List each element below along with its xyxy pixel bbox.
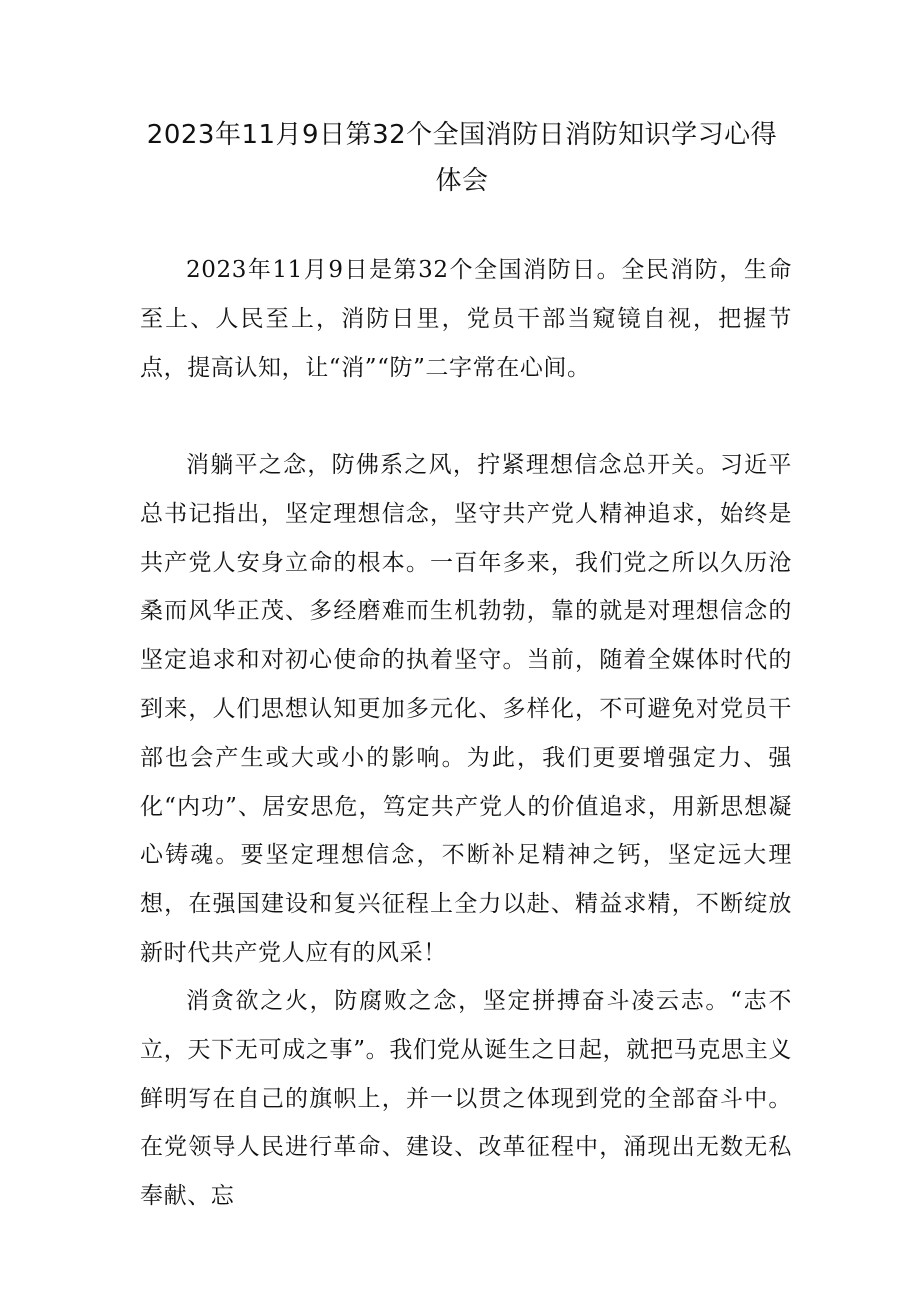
paragraph-intro: 2023年11月9日是第32个全国消防日。全民消防，生命至上、人民至上，消防日里，党员干部当窥镜自视，把握节点，提高认知，让“消”“防”二字常在心间。: [140, 257, 792, 381]
document-title: 2023年11月9日第32个全国消防日消防知识学习心得体会: [146, 120, 778, 196]
paragraph-greed: 消贪欲之火，防腐败之念，坚定拼搏奋斗凌云志。“志不立，天下无可成之事”。我们党从诞生之日起，就把马克思主义鲜明写在自己的旗帜上，并一以贯之体现到党的全部奋斗中。在党领导人民进行革命、建设、改革征程中，涌现出无数无私奉献、忘: [140, 988, 792, 1210]
paragraph-ideals: 消躺平之念，防佛系之风，拧紧理想信念总开关。习近平总书记指出，坚定理想信念，坚守共产党人精神追求，始终是共产党人安身立命的根本。一百年多来，我们党之所以久历沧桑而风华正茂、多经磨难而生机勃勃，靠的就是对理想信念的坚定追求和对初心使命的执着坚守。当前，随着全媒体时代的到来，人们思想认知更加多元化、多样化，不可避免对党员干部也会产生或大或小的影响。为此，我们更要增强定力、强化“内功”、居安思危，笃定共产党人的价值追求，用新思想凝心铸魂。要坚定理想信念，不断补足精神之钙，坚定远大理想，在强国建设和复兴征程上全力以赴、精益求精，不断绽放新时代共产党人应有的风采！: [140, 452, 792, 966]
